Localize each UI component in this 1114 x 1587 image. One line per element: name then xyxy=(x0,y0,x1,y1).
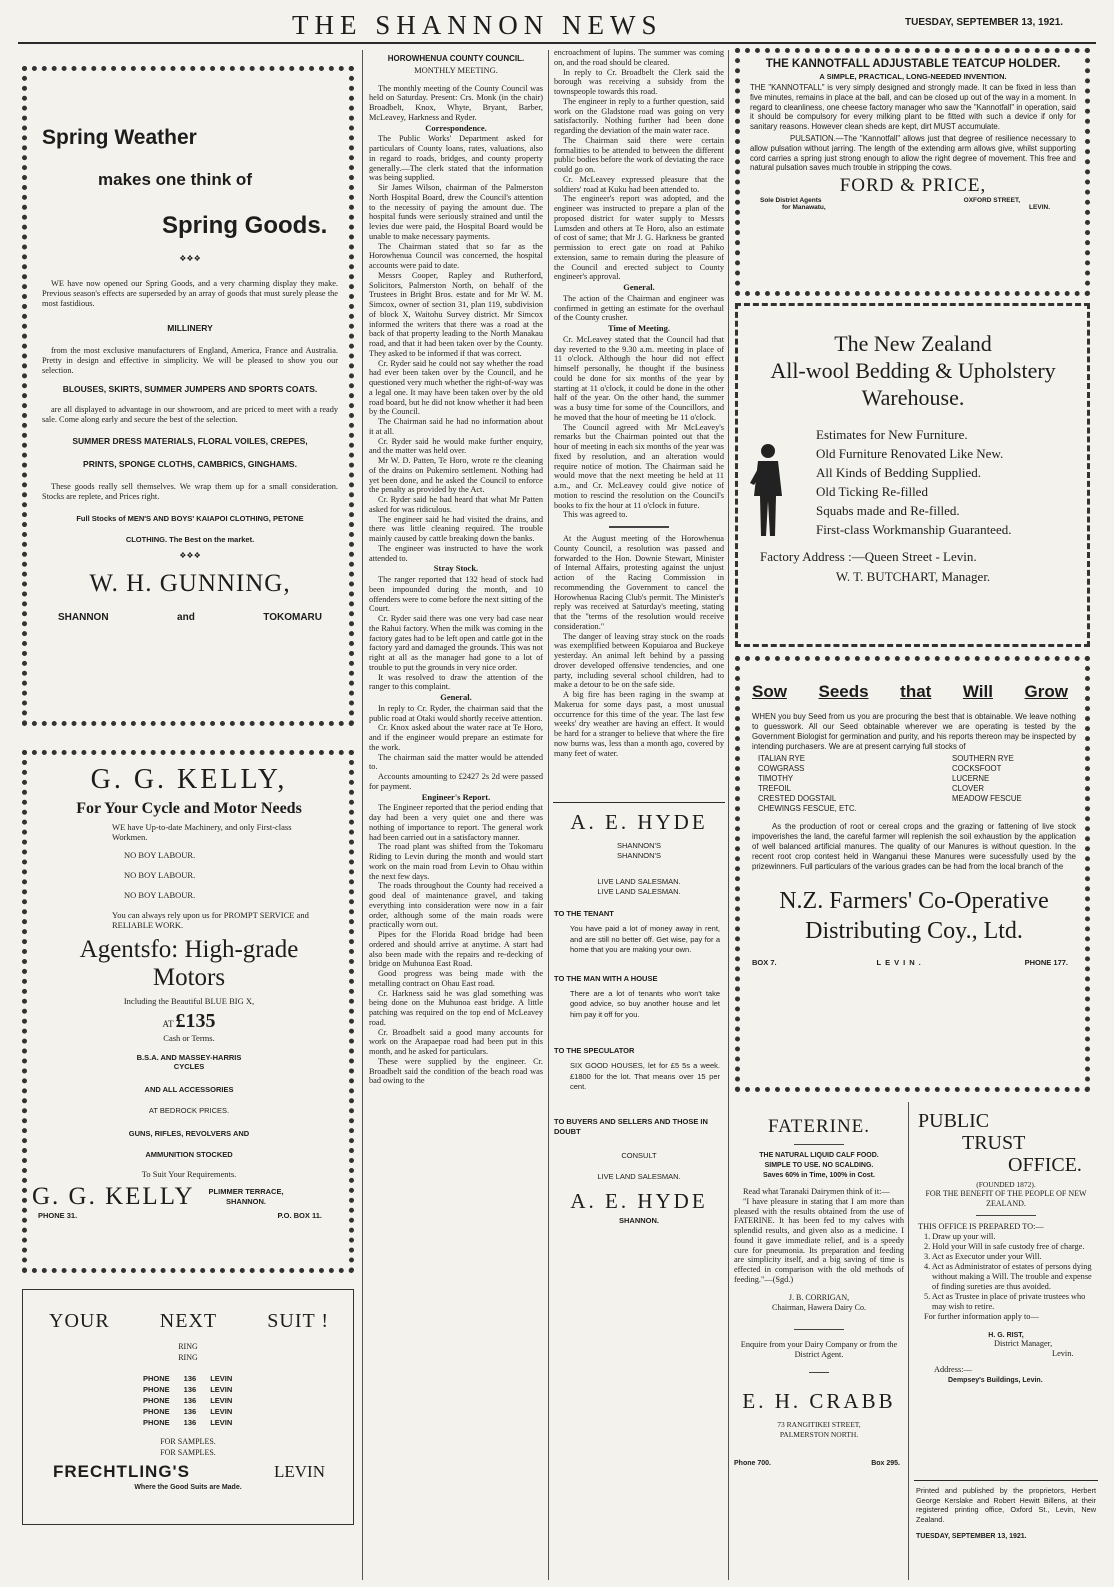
frechtling-levin: LEVIN xyxy=(274,1462,325,1481)
kelly-name: G. G. KELLY, xyxy=(90,764,288,795)
seeds-list xyxy=(752,754,1076,814)
kannotfall-ad xyxy=(746,58,1080,290)
ring-1: RING xyxy=(178,1342,198,1351)
faterine-sig-1: J. B. CORRIGAN, xyxy=(788,1292,850,1302)
seed-item: MEADOW FESCUE xyxy=(952,794,1022,803)
council-title: HOROWHENUA COUNTY COUNCIL. xyxy=(387,54,525,63)
frechtling-phones xyxy=(143,1373,353,1428)
seeds-box: BOX 7. xyxy=(752,958,777,967)
gunning-intro: WE have now opened our Spring Goods, and a very charming display they make. Previous season's effects are superseded by an array of goods that must surely please the most fastidious. xyxy=(42,279,338,308)
council2-p12: The danger of leaving stray stock on the roads was exemplified between Kopuiaroa and Buckeye yesterday. An animal left behind by a passing drover developed offensive tendencies, and one party, including several school children, had to make a detour to be on the safe side. xyxy=(554,631,724,690)
council-p6: Cr. Ryder said he could not say whether the road had ever been taken over by the Council, and he questioned very much whether the right-of-way was a legal one. It may have been taken over by the old road board, but he did not know whether it had been by the Council. xyxy=(369,358,543,417)
trust-title-3: OFFICE. xyxy=(1008,1154,1082,1176)
faterine-box: Box 295. xyxy=(871,1459,900,1467)
hyde-live-2: LIVE LAND SALESMAN. xyxy=(597,887,681,896)
trust-manager: District Manager, xyxy=(994,1339,1053,1348)
millinery-text: from the most exclusive manufacturers of England, America, France and Australia. Pretty in design and effective in simplicity. We will be pleased to show you our selection. xyxy=(42,346,338,375)
column-rule xyxy=(728,50,729,1580)
faterine-crabb: E. H. CRABB xyxy=(742,1388,896,1413)
article-divider xyxy=(609,526,669,528)
council-h-correspondence: Correspondence. xyxy=(425,122,487,133)
council2-p10: This was agreed to. xyxy=(563,510,628,520)
kannotfall-agents-row xyxy=(746,197,1080,204)
faterine-tag2: SIMPLE TO USE. NO SCALDING. xyxy=(764,1162,874,1169)
seeds-contact xyxy=(752,958,1076,967)
faterine-address xyxy=(734,1420,904,1440)
kelly-rely: You can always rely upon us for PROMPT SERVICE and RELIABLE WORK. xyxy=(112,910,309,930)
faterine-tag3: Saves 60% in Time, 100% in Cost. xyxy=(763,1172,875,1179)
trust-title-1: PUBLIC xyxy=(918,1110,990,1132)
gunning-line2: makes one think of xyxy=(98,170,252,189)
seeds-p1: WHEN you buy Seed from us you are procuring the best that is obtainable. We leave nothing to guesswork. All our Seed obtainable wherever we are operating is tested by the Government Biologist for germination and purity, and his reports thereon may be inspected by intending purchasers. We are at present carrying full stocks of xyxy=(752,712,1076,751)
kannotfall-agents: Sole District Agents xyxy=(760,197,822,205)
gunning-line3: Spring Goods. xyxy=(162,212,328,239)
kannotfall-p1: THE "KANNOTFALL" is very simply designed and strongly made. It can be fixed in less than five minutes, remains in place at the ball, and can be closed up out of the way in a moment. In regard to cleanliness, one cheese factory manager who saw the "Kannotfall" in operation, said it should be compulsory for every milking plant to be fitted with such a device if only for sanitary reasons. However clean sheds are kept, dirt MUST accumulate. xyxy=(750,83,1076,132)
kelly-footer-name: G. G. KELLY xyxy=(32,1183,195,1210)
trust-items xyxy=(914,1232,1098,1312)
gunning-place-and: and xyxy=(177,612,195,623)
hyde-live-1: LIVE LAND SALESMAN. xyxy=(597,877,681,886)
seed-item: TREFOIL xyxy=(758,784,791,793)
frechtling-word-2: NEXT xyxy=(159,1310,218,1332)
kelly-pobox: P.O. BOX 11. xyxy=(277,1211,322,1220)
bedding-ad xyxy=(748,330,1078,630)
hyde-shannons-1: SHANNON'S xyxy=(617,841,661,850)
council2-p3: The engineer in reply to a further question, said work on the Gladstone road was going on very satisfactorily. Nothing further had been done regarding the deviation of the main water race. xyxy=(554,96,724,135)
hyde-h-house: TO THE MAN WITH A HOUSE xyxy=(554,973,658,983)
kelly-contact xyxy=(32,1211,346,1220)
seed-item: SOUTHERN RYE xyxy=(952,754,1014,763)
frechtling-footer xyxy=(23,1458,353,1482)
frechtling-word-1: YOUR xyxy=(49,1310,110,1332)
council-p25: Cr. Harkness said he was glad something was being done on the Muhunoa east bridge. A little patching was required on the top end of McLeavey road. xyxy=(369,988,543,1027)
kelly-at xyxy=(32,1010,346,1033)
hyde-ad xyxy=(554,806,724,1582)
council-p2: The Public Works' Department asked for particulars of County loans, rates, valuations, also in regard to roads, bridges, and county property generally.—The clerk stated that the information was being supplied. xyxy=(369,134,543,183)
ornament: ❖❖❖ xyxy=(179,254,201,263)
masthead-rule xyxy=(18,42,1096,44)
council-p8: Cr. Ryder said he would make further enquiry, and the matter was held over. xyxy=(369,436,543,456)
council2-p5: Cr. McLeavey expressed pleasure that the soldiers' road at Kuku had been attended to. xyxy=(554,174,724,194)
kelly-tagline: For Your Cycle and Motor Needs xyxy=(76,800,302,817)
frechtling-word-3: SUIT ! xyxy=(267,1310,329,1332)
bedding-title-1: The New Zealand xyxy=(834,331,992,356)
trust-item: 1. Draw up your will. xyxy=(924,1232,996,1241)
faterine-tag1: THE NATURAL LIQUID CALF FOOD. xyxy=(759,1152,879,1159)
divider xyxy=(809,1372,829,1373)
blouses-heading: BLOUSES, SKIRTS, SUMMER JUMPERS AND SPORTS COATS. xyxy=(62,384,318,395)
council-p17: Cr. Knox asked about the water race at Te Horo, and if the engineer would prepare an estimate for the work. xyxy=(369,723,543,752)
council2-p9: The Council agreed with Mr McLeavey's remarks but the Chairman pointed out that the hour of meeting in each six months of the year was fixed by resolution, and an alteration would require notice of motion. The Chairman said he would move that the next meeting be held at 11 a.m., and Cr. McLeavey could give notice of motion to rescind the resolution on the Council's books to fix the hour at 11 o'clock in future. xyxy=(554,422,724,510)
bedding-item: Old Furniture Renovated Like New. xyxy=(816,446,1004,461)
kannotfall-street: OXFORD STREET, xyxy=(963,197,1020,205)
gentleman-figure-icon xyxy=(748,441,788,541)
no-boy-labour-3: NO BOY LABOUR. xyxy=(124,890,196,900)
kelly-accessories: AND ALL ACCESSORIES xyxy=(144,1085,234,1094)
phone-place: LEVIN xyxy=(210,1374,233,1383)
faterine-p3: Enquire from your Dairy Company or from the District Agent. xyxy=(740,1339,898,1359)
council-p1: The monthly meeting of the County Council was held on Saturday. Present: Crs. Monk (in the chair) Broadbelt, Knox, Whyte, Bryant, Barber, McLeavey, Harkness and Ryder. xyxy=(369,83,543,122)
faterine-sig-2: Chairman, Hawera Dairy Co. xyxy=(772,1302,866,1312)
kannotfall-manawatu: for Manawatu, xyxy=(782,204,826,212)
gunning-place-tokomaru: TOKOMARU xyxy=(263,612,322,623)
trust-address-label: Address:— xyxy=(934,1365,972,1374)
council2-p8: Cr. McLeavey stated that the Council had that day reverted to the 9.30 a.m. meeting in place of 11 o'clock. Although the hour did not effect himself personally, he thought if the business could be done for six months of the year by starting at 11 o'clock, it could be done in the other half of the year. On the other hand, the summer was a busy time for some of the Councillors, and he moved that the hour of meeting be 11 o'clock. xyxy=(554,334,724,422)
council-p19: Accounts amounting to £2427 2s 2d were passed for payment. xyxy=(369,772,543,791)
council-h-stray: Stray Stock. xyxy=(433,563,479,574)
frechtling-name: FRECHTLING'S xyxy=(53,1462,190,1481)
trust-title-2: TRUST xyxy=(962,1132,1026,1154)
hyde-shannons-2: SHANNON'S xyxy=(617,851,661,860)
council2-p4: The Chairman said there were certain formalities to be attended to between the different public bodies before the work of deviating the race could go on. xyxy=(554,135,724,174)
seeds-firm-1: N.Z. Farmers' Co-Operative xyxy=(779,888,1049,914)
bedding-items xyxy=(816,425,1011,541)
phone-number: 136 xyxy=(183,1374,197,1383)
imprint xyxy=(916,1486,1096,1580)
imprint-text: Printed and published by the proprietors, Herbert George Kerslake and Robert Hewitt Billens, at their registered printing office, Oxford St., Levin, New Zealand. xyxy=(916,1486,1096,1524)
clothing-heading: CLOTHING. The Best on the market. xyxy=(125,535,255,545)
council2-p1: encroachment of lupins. The summer was coming on, and the road should be cleared. xyxy=(554,48,724,67)
seeds-headline xyxy=(752,682,1076,702)
council-p23: Pipes for the Florida Road bridge had been ordered and should arrive at anytime. A start had also been made with the repairs and re-decking of bridge on Muhunoa East Road. xyxy=(369,930,543,969)
phone-label: PHONE xyxy=(143,1418,170,1427)
kannotfall-place-row xyxy=(746,204,1080,211)
kelly-including: Including the Beautiful BLUE BIG X, xyxy=(123,996,255,1006)
seed-item: ITALIAN RYE xyxy=(758,754,805,763)
summer-heading: SUMMER DRESS MATERIALS, FLORAL VOILES, CREPES, xyxy=(72,435,308,446)
kannotfall-p2: PULSATION.—The "Kannotfall" allows just that degree of resilience necessary to allow pulsation without jarring. The length of the extending arm allows give, whilst supporting cord carries a spring just strong enough to allow the right degree of movement. This free and natural pulsation saves much trouble in stripping the cows. xyxy=(750,133,1076,173)
seeds-p2: As the production of root or cereal crops and the grazing or fattening of live stock impoverishes the land, the careful farmer will replenish the soil exhaustion by the application of well balanced artificial manures. The quality of our Manures is without question. In the recent root crop contest held in Wanganui these Manures were sucessfully used by the prizewinners. Full particulars of the various grades can be had from the local branch of the xyxy=(752,822,1076,871)
council2-p13: A big fire has been raging in the swamp at Makerua for some days past, a most unusual occurrence for this time of the year. The last few weeks' dry weather are having an effect. It would be hard for a stranger to believe that where the fire now burns was, less than a month ago, covered by many feet of water. xyxy=(554,690,724,758)
council-p22: The roads throughout the County had received a good deal of maintenance gravel, and taking everything into consideration were now in a fair order, although some of the main roads were practically worn out. xyxy=(369,881,543,930)
kannotfall-firm: FORD & PRICE, xyxy=(839,175,987,197)
kelly-price: £135 xyxy=(175,1010,216,1032)
kelly-ad xyxy=(32,764,346,1268)
phone-place: LEVIN xyxy=(210,1418,233,1427)
prints-heading: PRINTS, SPONGE CLOTHS, CAMBRICS, GINGHAMS. xyxy=(83,459,297,470)
seeds-ad xyxy=(752,682,1076,1082)
kelly-address xyxy=(209,1187,284,1207)
seeds-levin: LEVIN. xyxy=(876,958,925,967)
phone-number: 136 xyxy=(183,1407,197,1416)
kelly-agents: Agentsfo: High-grade xyxy=(79,936,299,963)
council-p10: Cr. Ryder said he had heard that what Mr Patten asked for was ridiculous. xyxy=(369,495,543,514)
council-p27: These were supplied by the engineer. Cr. Broadbelt said the condition of the beach road was bad owing to the xyxy=(369,1056,543,1086)
phone-place: LEVIN xyxy=(210,1385,233,1394)
seed-item: COCKSFOOT xyxy=(952,764,1002,773)
kelly-address-1: PLIMMER TERRACE, xyxy=(208,1187,284,1196)
kannotfall-title: THE KANNOTFALL ADJUSTABLE TEATCUP HOLDER. xyxy=(765,58,1061,70)
millinery-heading: MILLINERY xyxy=(167,323,213,334)
phone-row xyxy=(143,1417,353,1428)
kelly-cycles: CYCLES xyxy=(173,1062,205,1071)
kelly-bedrock: AT BEDROCK PRICES. xyxy=(148,1106,230,1115)
hyde-name-2: A. E. HYDE xyxy=(570,1188,708,1213)
seed-item: TIMOTHY xyxy=(758,774,794,783)
samples-1: FOR SAMPLES. xyxy=(160,1437,216,1446)
ornament: ❖❖❖ xyxy=(179,551,201,560)
hyde-name: A. E. HYDE xyxy=(570,810,708,834)
samples-2: FOR SAMPLES. xyxy=(160,1448,216,1457)
trust-benefit: FOR THE BENEFIT OF THE PEOPLE OF NEW ZEALAND. xyxy=(925,1189,1087,1208)
hyde-shannon: SHANNON. xyxy=(618,1215,659,1225)
council-p21: The road plant was shifted from the Tokomaru Riding to Levin during the month and would start work on the main road from Levin to Ohau within the next few days. xyxy=(369,842,543,881)
frechtling-tagline: Where the Good Suits are Made. xyxy=(134,1484,242,1491)
phone-label: PHONE xyxy=(143,1396,170,1405)
kelly-at-label: AT xyxy=(162,1019,174,1029)
council-article-continued xyxy=(554,48,724,796)
kelly-ammo: AMMUNITION STOCKED xyxy=(145,1150,233,1159)
council-p24: Good progress was being made with the metalling contract on Ohau East road. xyxy=(369,969,543,988)
phone-row xyxy=(143,1395,353,1406)
phone-row xyxy=(143,1384,353,1395)
council-p15: It was resolved to draw the attention of the ranger to this complaint. xyxy=(369,672,543,692)
phone-place: LEVIN xyxy=(210,1407,233,1416)
council-subtitle: MONTHLY MEETING. xyxy=(414,64,498,75)
gunning-name: W. H. GUNNING, xyxy=(89,570,291,597)
masthead-title: THE SHANNON NEWS xyxy=(292,10,663,40)
seed-item: COWGRASS xyxy=(758,764,805,773)
council2-p6: The engineer's report was adopted, and the engineer was instructed to prepare a plan of the proposed district for water supply to Messrs Lumsden and others at Te Horo, also an estimate of cost of same; that Mr J. G. Harkness be granted permission to erect gate on road at Pahiko extension, same to remain during the pleasure of the Council and erected subject to County engineer's approval. xyxy=(554,194,724,282)
trust-ad xyxy=(914,1110,1098,1474)
seeds-phone: PHONE 177. xyxy=(1024,958,1068,967)
seeds-word-1: Sow xyxy=(752,682,787,701)
council-p18: The chairman said the matter would be attended to. xyxy=(369,752,543,772)
seeds-word-4: Will xyxy=(962,682,993,701)
bedding-item: Estimates for New Furniture. xyxy=(816,427,968,442)
council-p16: In reply to Cr. Ryder, the chairman said that the public road at Otaki would shortly receive attention. xyxy=(369,703,543,723)
hyde-p-tenant: You have paid a lot of money away in rent, and are still no better off. Get wise, pay for a home that you are making your own. xyxy=(570,924,720,954)
kannotfall-levin: LEVIN. xyxy=(1029,204,1050,212)
bedding-manager: W. T. BUTCHART, Manager. xyxy=(835,569,991,584)
seed-item: CRESTED DOGSTAIL xyxy=(758,794,837,803)
trust-item: 4. Act as Administrator of estates of persons dying without making a Will. The trouble and expense of finding sureties are thus avoided. xyxy=(924,1262,1092,1291)
phone-place: LEVIN xyxy=(210,1396,233,1405)
bedding-title-3: Warehouse. xyxy=(861,385,965,410)
no-boy-labour-1: NO BOY LABOUR. xyxy=(124,850,196,860)
no-boy-labour-2: NO BOY LABOUR. xyxy=(124,870,196,880)
bedding-item: Old Ticking Re-filled xyxy=(816,484,928,499)
seeds-firm-2: Distributing Coy., Ltd. xyxy=(805,918,1023,944)
blouses-text: are all displayed to advantage in our showroom, and are priced to meet with a ready sale. Come along early and secure the best of the selection. xyxy=(42,405,338,424)
council-article xyxy=(369,48,543,1582)
phone-number: 136 xyxy=(183,1385,197,1394)
trust-founded: (FOUNDED 1872). xyxy=(976,1180,1036,1189)
phone-label: PHONE xyxy=(143,1385,170,1394)
seeds-word-5: Grow xyxy=(1024,682,1068,701)
divider xyxy=(794,1144,844,1145)
seeds-word-2: Seeds xyxy=(818,682,869,701)
seeds-list-left xyxy=(752,754,952,814)
kelly-bsa: B.S.A. AND MASSEY-HARRIS xyxy=(136,1053,242,1062)
hyde-p-speculator: SIX GOOD HOUSES, let for £5 5s a week. £1800 for the lot. That means over 15 per cent. xyxy=(570,1061,720,1091)
seeds-word-3: that xyxy=(900,682,932,701)
frechtling-ad xyxy=(22,1289,354,1525)
bedding-body xyxy=(748,425,1078,541)
bedding-item: First-class Workmanship Guaranteed. xyxy=(816,522,1012,537)
trust-prepared: THIS OFFICE IS PREPARED TO:— xyxy=(918,1222,1044,1231)
kelly-intro: WE have Up-to-date Machinery, and only First-class Workmen. xyxy=(112,822,292,842)
faterine-phone: Phone 700. xyxy=(734,1459,771,1467)
hyde-consult: CONSULT xyxy=(621,1150,657,1160)
bedding-item: Squabs made and Re-filled. xyxy=(816,503,960,518)
full-stocks-heading: Full Stocks of MEN'S AND BOYS' KAIAPOI CLOTHING, PETONE xyxy=(76,513,304,523)
council2-p11: At the August meeting of the Horowhenua County Council, a resolution was passed and forwarded to the Hon. Downie Stewart, Minister of Internal Affairs, protesting against the unjust action of the Racing Commission in recommending the Government to cancel the Horowhenua Racing Club's permit. The Minister's reply was received at Saturday's meeting, stating that the "terms of the resolution would receive consideration." xyxy=(554,534,724,631)
masthead-date: TUESDAY, SEPTEMBER 13, 1921. xyxy=(905,17,1064,28)
hyde-h-speculator: TO THE SPECULATOR xyxy=(554,1046,635,1055)
frechtling-headline xyxy=(23,1290,353,1333)
frechtling-ring xyxy=(23,1341,353,1363)
kelly-cash: Cash or Terms. xyxy=(163,1033,215,1043)
hyde-shannons xyxy=(554,841,724,861)
trust-item: 5. Act as Trustee in place of private trustees who may wish to retire. xyxy=(924,1292,1086,1311)
trust-item: 2. Hold your Will in safe custody free of charge. xyxy=(924,1242,1085,1251)
council-p3: Sir James Wilson, chairman of the Palmerston North Hospital Board, drew the Council's attention to the necessity of paying the amount due. The hospital funds were seriously strained and until the levies due were paid, the Hospital Board would be unable to make necessary payments. xyxy=(369,183,543,241)
faterine-contact xyxy=(734,1460,904,1467)
divider xyxy=(976,1215,1036,1216)
council-p13: The ranger reported that 132 head of stock had been impounded during the month, and 10 offenders were to come before the next sitting of the Court. xyxy=(369,575,543,614)
frechtling-samples xyxy=(23,1436,353,1458)
council-p5: Messrs Cooper, Rapley and Rutherford, Solicitors, Palmerston North, on behalf of the Trustees in Bright Bros. estate and for Mr W. M. Simcox, owner of section 31, plan 119, subdivision of block X, Waitohu Survey district. Mr Simcox informed the writers that there was a road at the back of that property leading to the North Manakau road, and that it had been taken over by the County. They asked to be informed if that was correct. xyxy=(369,270,543,358)
seed-item: CHEWINGS FESCUE, ETC. xyxy=(758,804,857,813)
phone-row xyxy=(143,1406,353,1417)
faterine-title: FATERINE. xyxy=(767,1116,871,1137)
ring-2: RING xyxy=(178,1353,198,1362)
phone-number: 136 xyxy=(183,1396,197,1405)
goods-text: These goods really sell themselves. We wrap them up for a small consideration. Stocks are replete, and Prices right. xyxy=(42,482,338,501)
council-p12: The engineer was instructed to have the work attended to. xyxy=(369,543,543,563)
kelly-suit: To Suit Your Requirements. xyxy=(141,1169,237,1179)
council-p14: Cr. Ryder said there was one very bad case near the Rahui factory. When the milk was coming in the factory gates had to be left open and cattle got in the factory yard and damaged the grounds. This was not right at all as the manager had gone to a lot of trouble to put the grounds in very nice order. xyxy=(369,614,543,672)
imprint-date: TUESDAY, SEPTEMBER 13, 1921. xyxy=(916,1533,1027,1540)
kelly-motors: Motors xyxy=(152,964,226,991)
kelly-guns: GUNS, RIFLES, REVOLVERS AND xyxy=(128,1129,250,1138)
kelly-footer xyxy=(32,1183,346,1211)
bedding-factory: Factory Address :—Queen Street - Levin. xyxy=(760,549,977,564)
hyde-top-rule xyxy=(553,802,725,803)
faterine-p2: "I have pleasure in stating that I am more than pleased with the results obtained from the use of FATERINE. It has been fed to my calves with splendid results, and given also as a medicine. I found it gave immediate relief, and is a speedy cure for pneumonia. Its preparation and feeding are simplicity itself, and a big saving of time is effected in comparison with the old methods of feeding."—(Sgd.) xyxy=(734,1196,904,1284)
hyde-p-house: There are a lot of tenants who won't take good advice, so buy another house and let him pay it off for you. xyxy=(570,988,720,1019)
gunning-place-shannon: SHANNON xyxy=(58,612,109,623)
gunning-line1: Spring Weather xyxy=(42,126,197,149)
trust-item: 3. Act as Executor under your Will. xyxy=(924,1252,1042,1261)
trust-levin: Levin. xyxy=(1052,1349,1074,1358)
phone-label: PHONE xyxy=(143,1407,170,1416)
faterine-p1: Read what Taranaki Dairymen think of it:— xyxy=(743,1187,890,1196)
council-p7: The Chairman said he had no information about it at all. xyxy=(369,417,543,436)
trust-rist: H. G. RIST, xyxy=(988,1332,1024,1339)
council2-p2: In reply to Cr. Broadbelt the Clerk said the borough was receiving a subsidy from the townspeople towards this road. xyxy=(554,67,724,96)
bedding-title-2: All-wool Bedding & Upholstery xyxy=(770,358,1056,383)
seed-item: CLOVER xyxy=(952,784,985,793)
hyde-h-tenant: TO THE TENANT xyxy=(554,909,614,918)
faterine-address-2: PALMERSTON NORTH. xyxy=(779,1429,859,1439)
kelly-address-2: SHANNON. xyxy=(226,1197,267,1206)
council2-p7: The action of the Chairman and engineer was confirmed in getting an estimate for the overhaul of the County crusher. xyxy=(554,293,724,323)
council-p11: The engineer said he had visited the drains, and there was little cleaning required. The trouble mainly caused by cattle breaking down the banks. xyxy=(369,514,543,543)
seed-item: LUCERNE xyxy=(952,774,990,783)
divider xyxy=(794,1329,844,1330)
phone-label: PHONE xyxy=(143,1374,170,1383)
faterine-ad xyxy=(734,1110,904,1582)
imprint-rule xyxy=(914,1480,1098,1481)
council-p4: The Chairman stated that so far as the Horowhenua Council was concerned, the hospital accounts were paid to date. xyxy=(369,241,543,270)
trust-address: Dempsey's Buildings, Levin. xyxy=(948,1377,1043,1384)
phone-row xyxy=(143,1373,353,1384)
council-h-engineer: Engineer's Report. xyxy=(421,791,491,802)
council-p26: Cr. Broadbelt said a good many accounts for work on the Arapaepae road had been put in this month, and he asked for particulars. xyxy=(369,1027,543,1056)
column-rule xyxy=(362,50,363,1580)
gunning-ad xyxy=(42,82,338,714)
hyde-live-2: LIVE LAND SALESMAN. xyxy=(597,1171,681,1181)
council-h-general: General. xyxy=(440,692,472,702)
column-rule xyxy=(908,1102,909,1580)
trust-further: For further information apply to— xyxy=(924,1312,1039,1321)
hyde-live xyxy=(554,877,724,897)
council-p9: Mr W. D. Patten, Te Horo, wrote re the cleaning of the drains on Pukemiro settlement. Nothing had yet been done, and he asked the Council to enforce the penalty as provided by the Act. xyxy=(369,456,543,495)
bedding-item: All Kinds of Bedding Supplied. xyxy=(816,465,982,480)
kelly-phone: PHONE 31. xyxy=(38,1211,78,1220)
council2-h-general: General. xyxy=(623,282,655,292)
kannotfall-subtitle: A SIMPLE, PRACTICAL, LONG-NEEDED INVENTION. xyxy=(819,72,1007,81)
phone-number: 136 xyxy=(183,1418,197,1427)
faterine-signature xyxy=(734,1293,904,1313)
council2-h-time: Time of Meeting. xyxy=(608,323,670,333)
column-rule xyxy=(548,50,549,1580)
seeds-list-right xyxy=(952,754,1022,814)
faterine-address-1: 73 RANGITIKEI STREET, xyxy=(777,1419,861,1429)
gunning-places xyxy=(58,612,322,623)
hyde-h-buyers: TO BUYERS AND SELLERS AND THOSE IN DOUBT xyxy=(554,1116,708,1136)
council-p20: The Engineer reported that the period ending that day had been a very quiet one and there was nothing of importance to report. The general work had been carried out in a satisfactory manner. xyxy=(369,803,543,842)
